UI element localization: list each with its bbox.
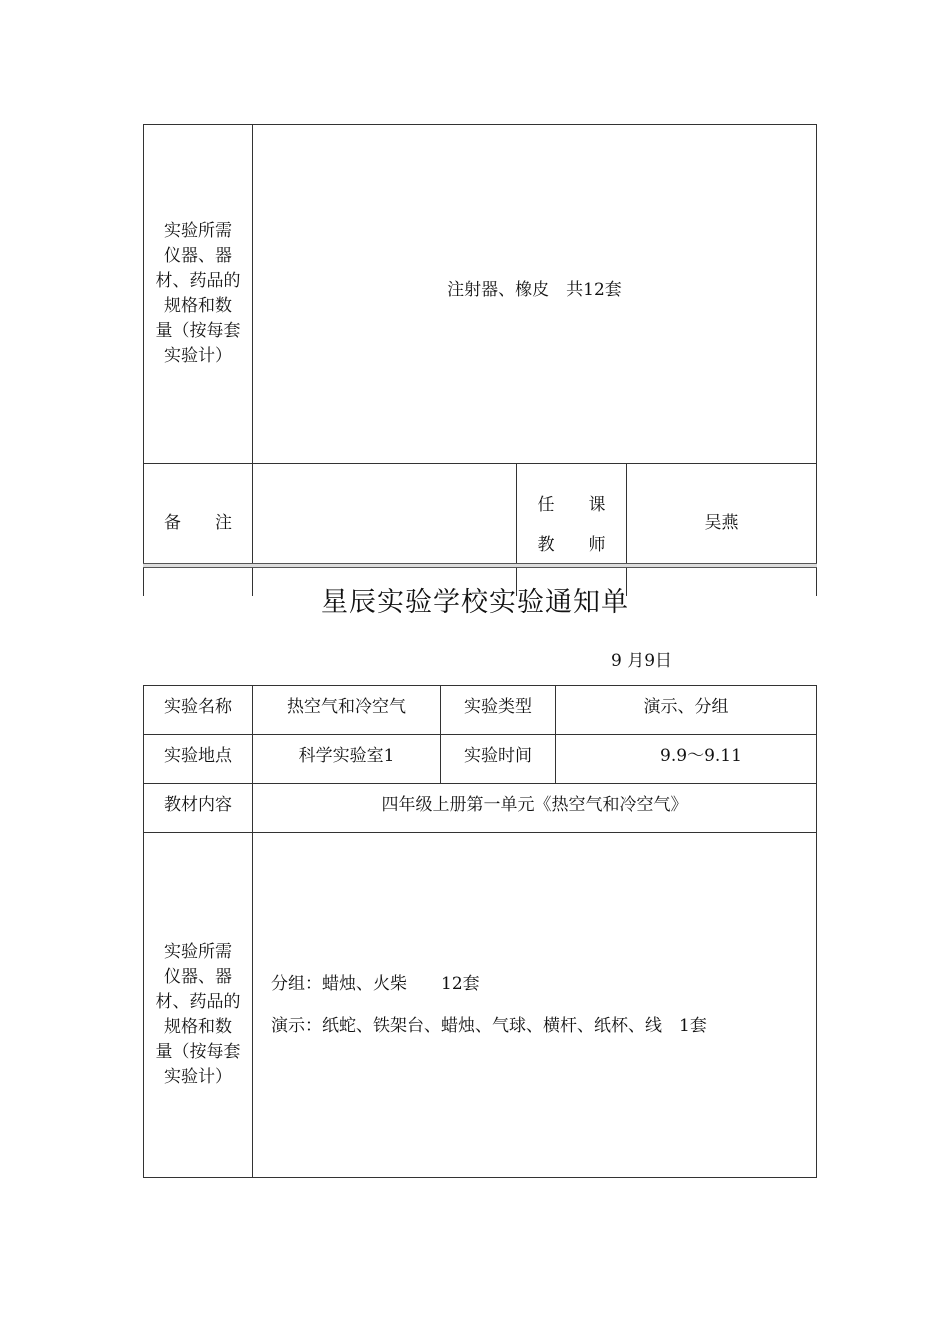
materials-label-line: 实验所需 — [164, 942, 232, 962]
materials-list-item: 演示：纸蛇、铁架台、蜡烛、气球、横杆、纸杯、线 1套 — [271, 1016, 707, 1036]
teacher-label — [517, 464, 627, 597]
remarks-row — [144, 464, 817, 597]
materials-label-line: 规格和数 — [164, 1017, 232, 1037]
experiment-location-value: 科学实验室1 — [253, 735, 441, 784]
experiment-location-label: 实验地点 — [144, 735, 253, 784]
materials-label-line: 实验计） — [164, 1067, 232, 1087]
experiment-type-value: 演示、分组 — [556, 686, 817, 735]
materials-label-line: 材、药品的 — [155, 271, 241, 291]
materials-label-line: 规格和数 — [164, 296, 232, 316]
remarks-label-text: 备 注 — [164, 512, 232, 533]
materials-value: 注射器、橡皮 共12套 — [253, 125, 817, 464]
teacher-label-line: 任 课 — [537, 495, 606, 515]
remarks-value — [253, 464, 517, 597]
materials-label-cell — [144, 125, 253, 464]
materials-label-line: 仪器、器 — [164, 967, 232, 987]
materials-list — [253, 833, 817, 1178]
teacher-label-line: 教 师 — [537, 535, 606, 555]
experiment-name-label: 实验名称 — [144, 686, 253, 735]
materials-label-line: 实验计） — [164, 346, 232, 366]
experiment-form-table-2 — [143, 685, 817, 1178]
remarks-label — [144, 464, 253, 597]
name-type-row — [144, 686, 817, 735]
materials-label-line: 仪器、器 — [164, 246, 232, 266]
materials-row-2 — [144, 833, 817, 1178]
materials-label-line: 实验所需 — [164, 221, 232, 241]
experiment-form-table-1 — [143, 124, 817, 596]
location-time-row — [144, 735, 817, 784]
materials-label-line: 量（按每套 — [155, 321, 241, 341]
materials-row — [144, 125, 817, 464]
materials-label-line: 材、药品的 — [155, 992, 241, 1012]
experiment-time-label: 实验时间 — [441, 735, 556, 784]
experiment-time-value: 9.9～9.11 — [556, 735, 817, 784]
materials-label-cell-2 — [144, 833, 253, 1178]
experiment-name-value: 热空气和冷空气 — [253, 686, 441, 735]
experiment-type-label: 实验类型 — [441, 686, 556, 735]
textbook-row — [144, 784, 817, 833]
textbook-label: 教材内容 — [144, 784, 253, 833]
materials-list-item: 分组：蜡烛、火柴 12套 — [271, 974, 480, 994]
notice-title: 星辰实验学校实验通知单 — [321, 587, 629, 618]
materials-label-line: 量（按每套 — [155, 1042, 241, 1062]
teacher-name: 吴燕 — [627, 464, 817, 597]
page-break-line — [143, 563, 817, 568]
textbook-value: 四年级上册第一单元《热空气和冷空气》 — [253, 784, 817, 833]
notice-date: 9 月9日 — [611, 651, 673, 671]
